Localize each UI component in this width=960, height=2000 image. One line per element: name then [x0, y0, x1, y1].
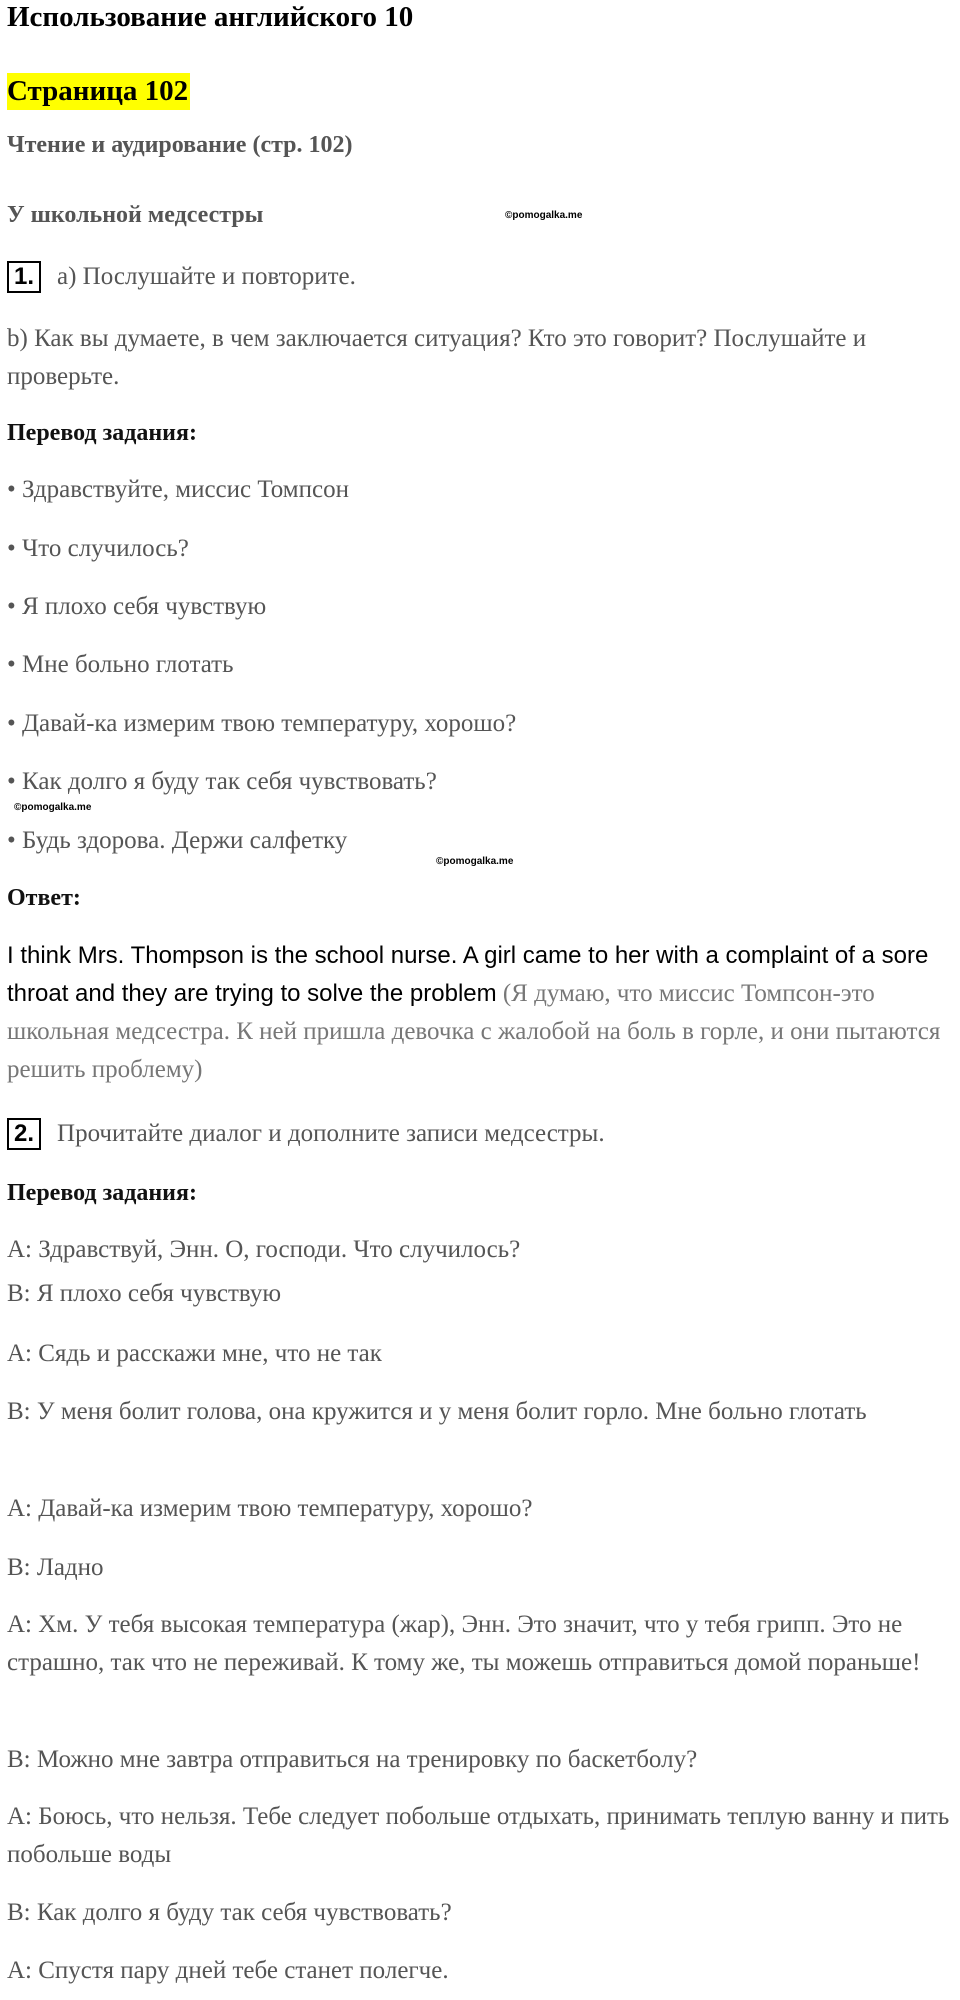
- dialogue-line: B: Ладно: [7, 1554, 104, 1581]
- dialogue-line: B: Можно мне завтра отправиться на тренировку по баскетболу?: [7, 1746, 698, 1773]
- dialogue-line: B: Как долго я буду так себя чувствовать?: [7, 1899, 452, 1926]
- dialogue-line: B: Я плохо себя чувствую: [7, 1280, 282, 1307]
- task1-bullet: • Давай-ка измерим твою температуру, хорошо?: [7, 710, 517, 737]
- task1-bullet: • Как долго я буду так себя чувствовать?: [7, 768, 437, 795]
- dialogue-line: A: Спустя пару дней тебе станет полегче.: [7, 1957, 449, 1984]
- dialogue-line: B: У меня болит голова, она кружится и у меня болит горло. Мне больно глотать: [7, 1398, 867, 1425]
- watermark-text: ©pomogalka.me: [505, 210, 583, 221]
- page-heading: Страница 102: [7, 73, 190, 110]
- task1-part-a: a) Послушайте и повторите.: [57, 263, 356, 290]
- topic-heading: У школьной медсестры: [7, 202, 264, 228]
- watermark-text: ©pomogalka.me: [14, 802, 92, 813]
- task1-bullet: • Я плохо себя чувствую: [7, 593, 267, 620]
- task1-answer-russian: (Я думаю, что миссис Томпсон-это школьная медсестра. К ней пришла девочка с жалобой на боль в горле, и они пытаются решить проблему): [7, 980, 941, 1083]
- task1-answer-english: I think Mrs. Thompson is the school nurse. A girl came to her with a complaint of a sore throat and they are trying to solve the problem: [7, 942, 929, 1007]
- task1-bullet: • Мне больно глотать: [7, 651, 234, 678]
- dialogue-line: A: Давай-ка измерим твою температуру, хорошо?: [7, 1495, 533, 1522]
- watermark-text: ©pomogalka.me: [436, 856, 514, 867]
- task1-answer-label: Ответ:: [7, 885, 81, 911]
- dialogue-line: A: Здравствуй, Энн. О, господи. Что случилось?: [7, 1236, 521, 1263]
- dialogue-line: A: Хм. У тебя высокая температура (жар), Энн. Это значит, что у тебя грипп. Это не страшно, так что не переживай. К тому же, ты можешь отправиться домой пораньше!: [7, 1611, 921, 1676]
- task1-part-b: b) Как вы думаете, в чем заключается ситуация? Кто это говорит? Послушайте и проверьте.: [7, 325, 867, 390]
- section-heading: Чтение и аудирование (стр. 102): [7, 132, 353, 158]
- dialogue-line: A: Сядь и расскажи мне, что не так: [7, 1340, 382, 1367]
- task2-instruction: Прочитайте диалог и дополните записи медсестры.: [57, 1120, 605, 1147]
- task1-number-box: 1.: [7, 261, 41, 293]
- task1-bullet: • Что случилось?: [7, 535, 189, 562]
- task2-translation-label: Перевод задания:: [7, 1180, 197, 1206]
- document-title: Использование английского 10: [7, 1, 414, 33]
- dialogue-line: A: Боюсь, что нельзя. Тебе следует побольше отдыхать, принимать теплую ванну и пить побольше воды: [7, 1803, 950, 1868]
- task1-part-a-row: [7, 258, 356, 296]
- task1-answer: [7, 937, 952, 1089]
- task1-bullet: • Будь здорова. Держи салфетку: [7, 827, 348, 854]
- task1-translation-label: Перевод задания:: [7, 420, 197, 446]
- task2-instruction-row: [7, 1115, 605, 1153]
- task1-bullet: • Здравствуйте, миссис Томпсон: [7, 476, 349, 503]
- task2-number-box: 2.: [7, 1118, 41, 1150]
